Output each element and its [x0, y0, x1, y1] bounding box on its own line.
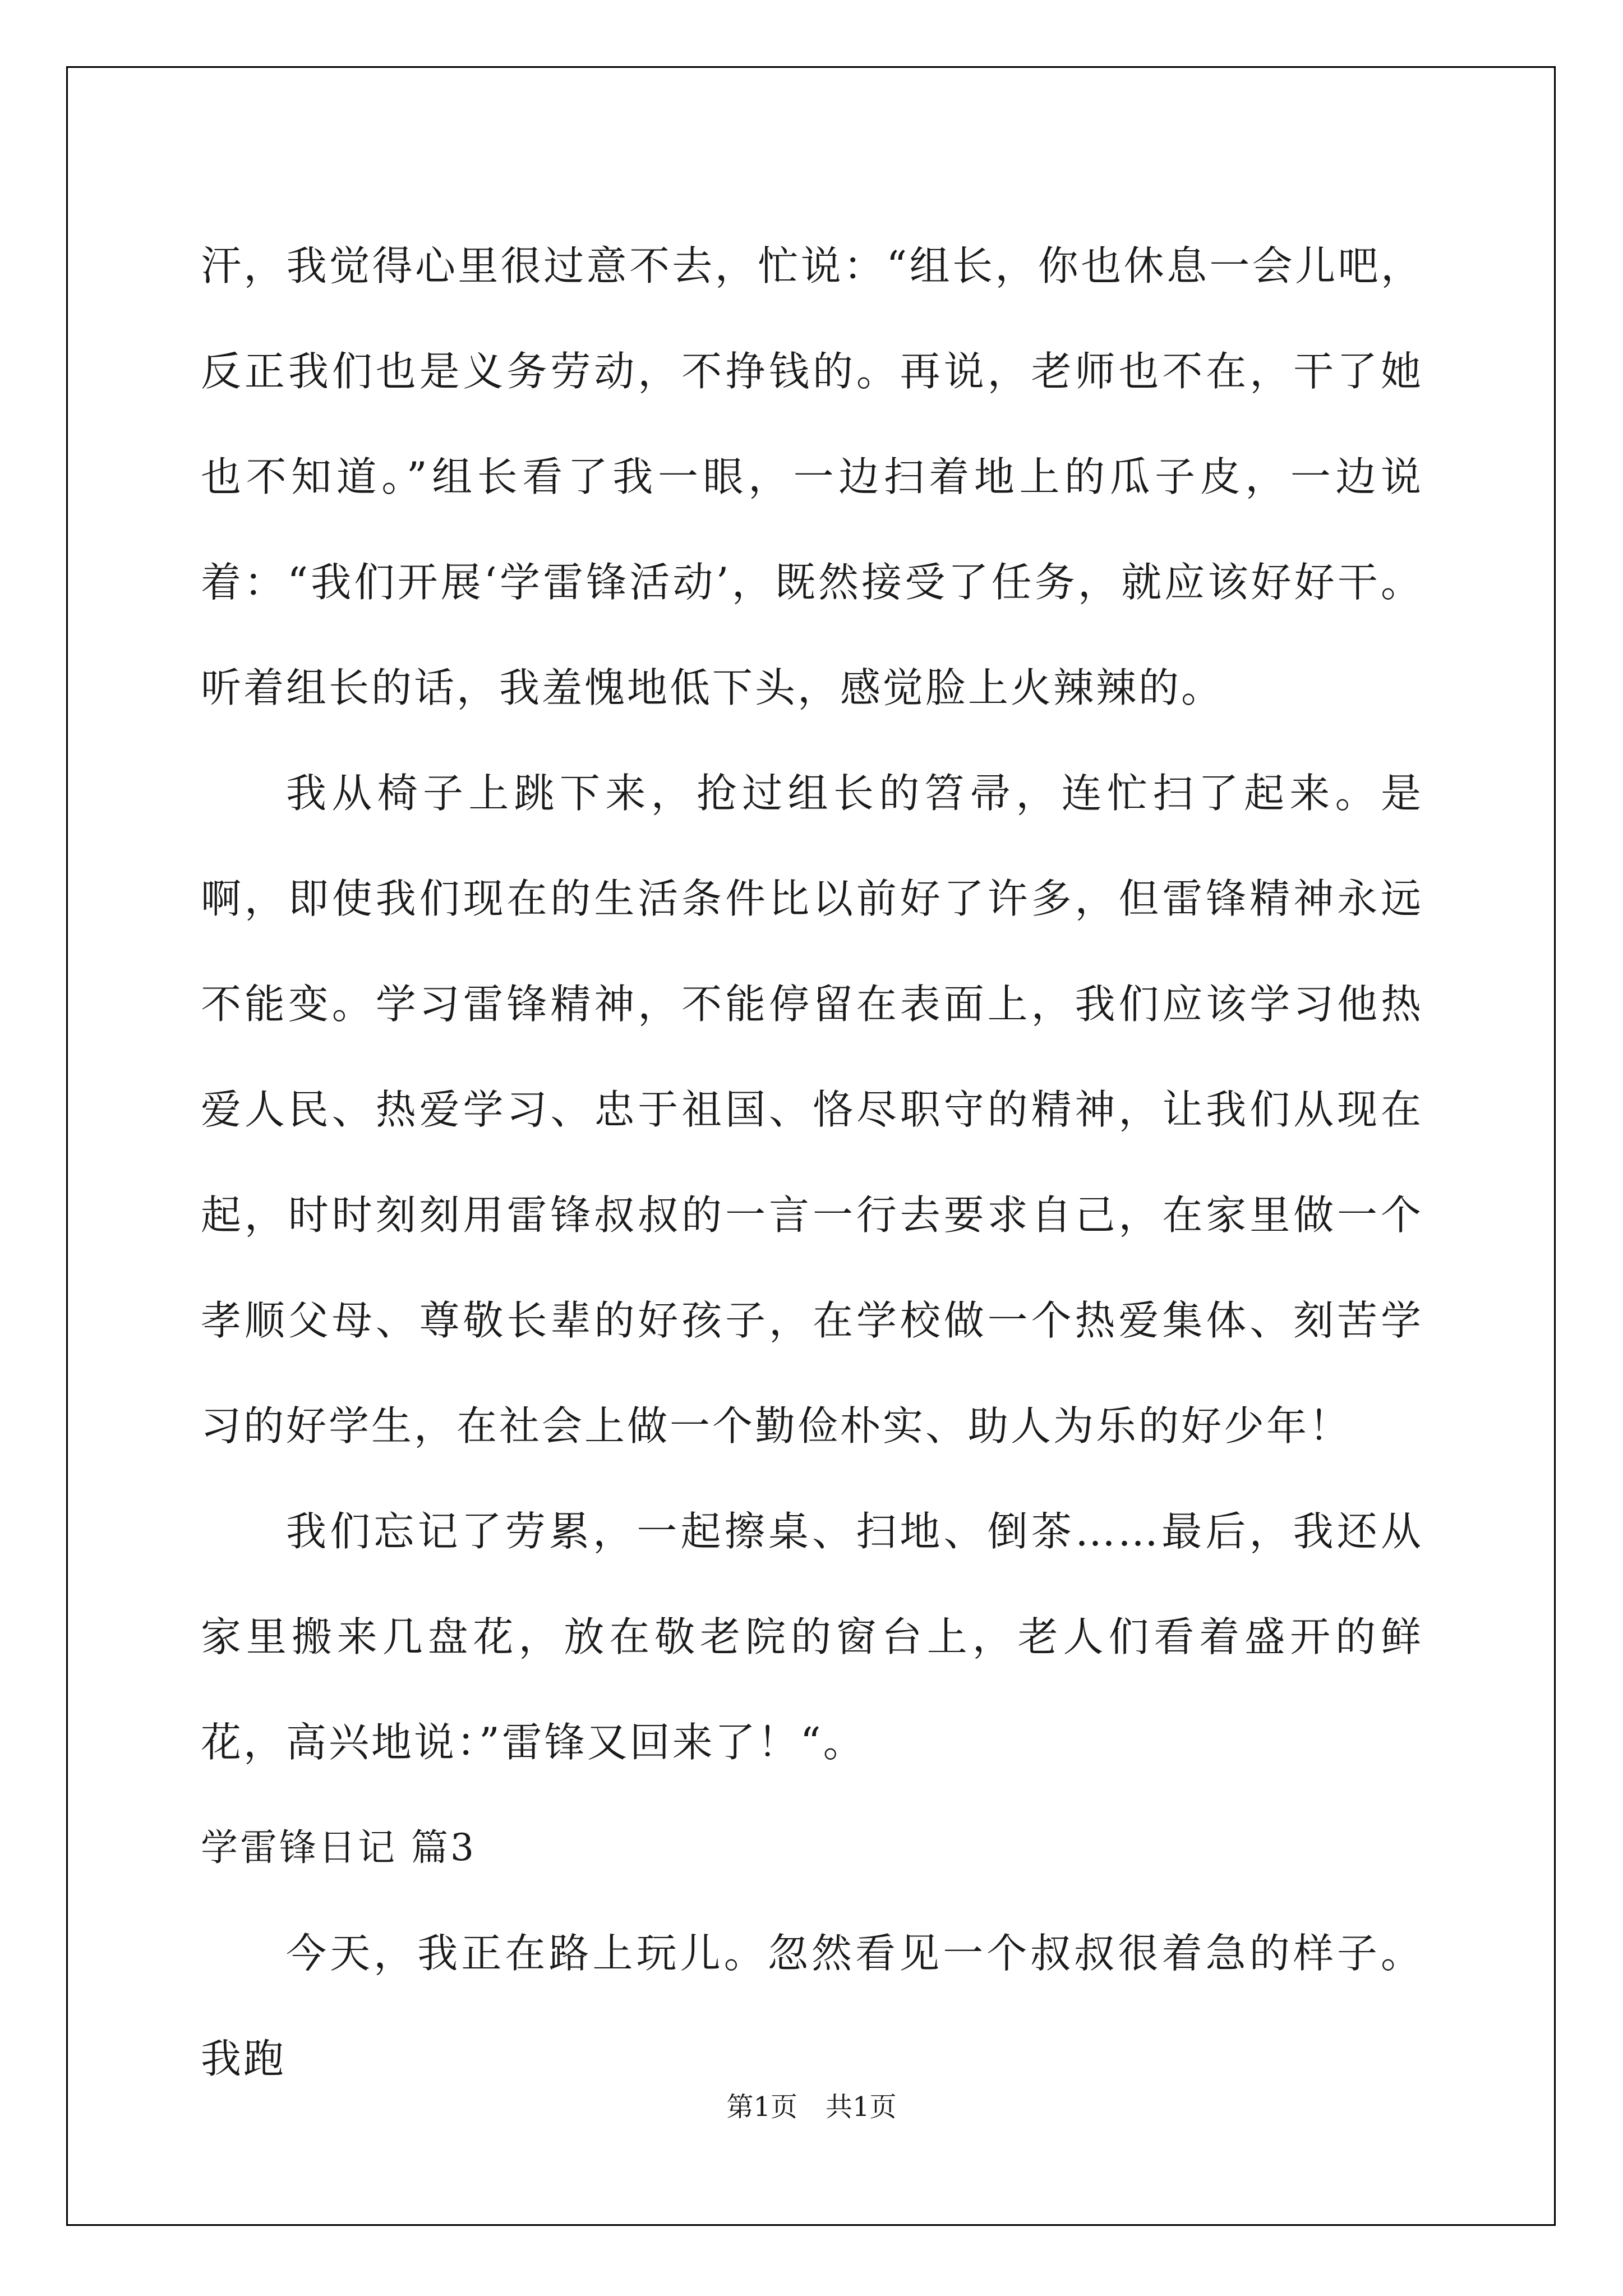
paragraph-4: 今天，我正在路上玩儿。忽然看见一个叔叔很着急的样子。我跑 [201, 1930, 1423, 2082]
paragraph-3: 我们忘记了劳累，一起擦桌、扫地、倒茶……最后，我还从家里搬来几盘花，放在敬老院的窗台上，老人们看着盛开的鲜花，高兴地说：”雷锋又回来了！“。 [201, 1508, 1423, 1766]
paragraph-1: 汗，我觉得心里很过意不去，忙说：“组长，你也休息一会儿吧，反正我们也是义务劳动，不挣钱的。再说，老师也不在，干了她也不知道。”组长看了我一眼，一边扫着地上的瓜子皮，一边说着：“我们开展‘学雷锋活动’，既然接受了任务，就应该好好干。听着组长的话，我羞愧地低下头，感觉脸上火辣辣的。 [201, 242, 1423, 711]
page-total: 共1页 [826, 2091, 897, 2123]
section-heading: 学雷锋日记 篇3 [201, 1826, 476, 1869]
document-body [201, 213, 1423, 2111]
page-footer [0, 2090, 1623, 2124]
paragraph-2: 我从椅子上跳下来，抢过组长的笤帚，连忙扫了起来。是啊，即使我们现在的生活条件比以前好了许多，但雷锋精神永远不能变。学习雷锋精神，不能停留在表面上，我们应该学习他热爱人民、热爱学习、忠于祖国、恪尽职守的精神，让我们从现在起，时时刻刻用雷锋叔叔的一言一行去要求自己，在家里做一个孝顺父母、尊敬长辈的好孩子，在学校做一个热爱集体、刻苦学习的好学生，在社会上做一个勤俭朴实、助人为乐的好少年！ [201, 770, 1423, 1450]
page-number: 第1页 [726, 2091, 797, 2123]
